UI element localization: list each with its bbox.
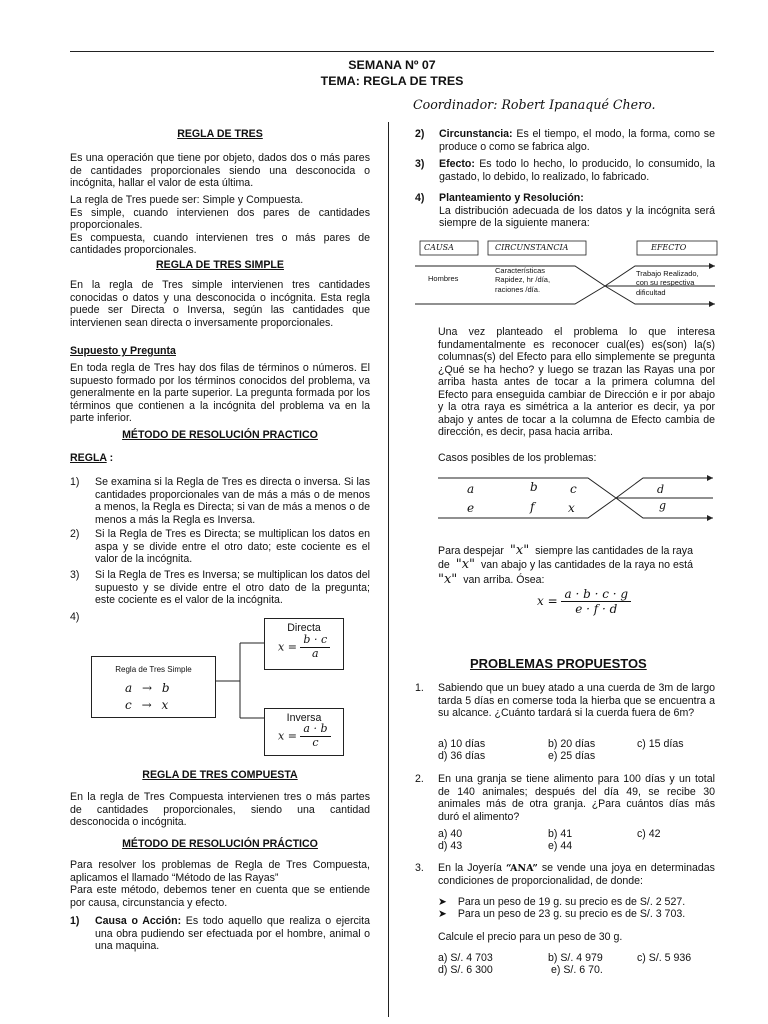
var-x-quoted: "x" (455, 557, 476, 572)
p1-option-e[interactable]: e) 25 días (548, 750, 596, 762)
var-a: a (125, 681, 133, 695)
para-rayas (70, 859, 370, 909)
problem-2 (415, 773, 715, 823)
regla-label: REGLA (70, 452, 107, 464)
simple-row-2 (125, 698, 168, 712)
top-rule (70, 51, 714, 52)
concept-3-number: 3) (415, 158, 425, 170)
directa-box (264, 618, 344, 670)
p1-option-d[interactable]: d) 36 días (438, 750, 486, 762)
concept-3-text (439, 158, 715, 183)
para-compuesta (70, 791, 370, 829)
para-explanation (438, 326, 715, 439)
concept-4-term: Planteamiento y Resolución: (439, 192, 584, 204)
rule-3 (70, 569, 370, 609)
problem-1-number: 1. (415, 682, 424, 694)
concept-2-term: Circunstancia: (439, 128, 513, 140)
p2-option-b[interactable]: b) 41 (548, 828, 573, 840)
despejar-text-c: de (438, 559, 450, 571)
tr-line-1: Trabajo Realizado, (636, 269, 699, 278)
circunstancia-label: CIRCUNSTANCIA (495, 243, 569, 252)
p3-option-b[interactable]: b) S/. 4 979 (548, 952, 603, 964)
caso-b: b (530, 480, 538, 494)
caso-c: c (570, 482, 577, 496)
simple-rule-box (91, 656, 216, 718)
heading-metodo2-wrap (70, 838, 370, 851)
simple-rule-label: Regla de Tres Simple (115, 665, 192, 674)
formula-lhs: x = (537, 594, 558, 609)
p3-option-a[interactable]: a) S/. 4 703 (438, 952, 493, 964)
problem-3-text-a: En la Joyería (438, 862, 502, 874)
bullet-icon: ➤ (438, 908, 447, 920)
concept-2 (415, 128, 715, 156)
caso-g: g (659, 499, 667, 512)
despejar-text-a: Para despejar (438, 545, 504, 557)
problem-3 (415, 862, 715, 898)
inversa-label: Inversa (286, 712, 322, 724)
p3-bullet-2 (438, 908, 685, 921)
left-column (70, 128, 370, 141)
rule-4-number: 4) (70, 611, 80, 623)
tr-line-3: dificultad (636, 287, 666, 297)
inversa-box (264, 708, 344, 756)
hombres-label: Hombres (428, 274, 459, 283)
directa-denominator: a (311, 646, 319, 660)
p3-bullet-1 (438, 896, 685, 909)
directa-lhs: x = (278, 640, 297, 654)
directa-formula (278, 634, 330, 661)
rule-2-text: Si la Regla de Tres es Directa; se multiplican los datos en aspa y se divide entre el otro dato; este cociente es el valor de la incógnita. (95, 528, 370, 565)
types-text: La regla de Tres puede ser: Simple y Compuesta. (70, 194, 304, 206)
regla-label-wrap (70, 452, 370, 465)
concept-1-text (95, 915, 370, 953)
concept-3-def: Es todo lo hecho, lo producido, lo consumido, la gastado, lo debido, lo realizado, lo fabricado. (439, 158, 715, 183)
car-line-3: raciones /día. (495, 284, 541, 294)
problem-1-text: Sabiendo que un buey atado a una cuerda de 3m de largo tarda 5 días en comerse toda la hierba que se encuentra a su alcance. ¿Cuánto tardará si la cuerda fuera de 6m? (438, 682, 715, 719)
heading-problemas: PROBLEMAS PROPUESTOS (470, 656, 647, 671)
explanation-text: Una vez planteado el problema lo que interesa fundamentalmente es reconocer cual(es) es(son) la(s) columnas(s) del Efecto para ello simplemente se pregunta ¿Qué se ha hecho? y luego se trazan las Rayas una por arriba hasta antes de tocar a la primera columna del Efecto para enseguida cambiar de Dirección e ir por abajo y la otra raya es simétrica a la anterior es decir, ya por abajo y antes de tocar a la columna de Efecto cambia de dirección, es decir, pasa hacia arriba. (438, 326, 715, 438)
concept-1-def: Es todo aquello que realiza o ejercita una obra pudiendo ser efectuada por el hombre, animal o una maquina. (95, 915, 370, 952)
despejar-line-3 (438, 572, 545, 587)
heading-regla-de-tres: REGLA DE TRES (177, 128, 263, 140)
inversa-denominator: c (312, 735, 319, 749)
arrow-icon: → (141, 698, 152, 712)
despejar-text-d: van abajo y las cantidades de la raya no está (478, 559, 694, 571)
regla-colon: : (106, 452, 114, 464)
concept-4 (415, 192, 715, 228)
efecto-label: EFECTO (651, 243, 687, 252)
rule-1-text: Se examina si la Regla de Tres es directa o inversa. Si las cantidades proporcionales van de más a más o de menos a menos, la Regla es Directa; si van de más a menos o de menos a más la Regla es Inversa. (95, 476, 370, 526)
bullet-icon: ➤ (438, 896, 447, 908)
p2-option-e[interactable]: e) 44 (548, 840, 573, 852)
inversa-formula (278, 723, 331, 750)
heading-simple-wrap (70, 259, 370, 272)
problem-1 (415, 682, 715, 732)
concept-4-text (439, 192, 715, 230)
heading-supuesto: Supuesto y Pregunta (70, 345, 176, 357)
definition-text: Es una operación que tiene por objeto, dados dos o más pares de cantidades proporcionales siendo una desconocida o incógnita, hallar el valor de esta última. (70, 152, 370, 189)
despejar-text-b: siempre las cantidades de la raya (532, 545, 693, 557)
p3-option-e[interactable]: e) S/. 6 70. (551, 964, 603, 976)
para-supuesto (70, 362, 370, 425)
p2-option-a[interactable]: a) 40 (438, 828, 463, 840)
caso-x: x (568, 501, 575, 515)
supuesto-desc: En toda regla de Tres hay dos filas de términos o números. El supuesto formado por los términos conocidos del problema, va generalmente en la parte superior. La pregunta formada por los términos que contienen a la incógnita del problema va en la parte inferior. (70, 362, 370, 424)
simple-desc: En la regla de Tres simple intervienen tres cantidades conocidas o datos y una desconocida o incógnita. Esta regla puede ser Directa o Inversa, según las cantidades que intervienen sean directa o inversamente proporcionales. (70, 279, 370, 329)
problem-3-number: 3. (415, 862, 424, 874)
heading-metodo1-wrap (70, 429, 370, 442)
rule-2 (70, 528, 370, 568)
heading-supuesto-wrap (70, 345, 370, 358)
caracteristicas-label (495, 266, 550, 294)
jewelry-name: “ANA” (505, 863, 538, 874)
p1-option-b[interactable]: b) 20 días (548, 738, 596, 750)
concept-3 (415, 158, 715, 186)
inversa-lhs: x = (278, 729, 297, 743)
concept-2-text (439, 128, 715, 153)
rule-1 (70, 476, 370, 526)
rule-2-number: 2) (70, 528, 80, 540)
var-x-quoted: "x" (509, 543, 530, 558)
concept-1-term: Causa o Acción: (95, 915, 182, 927)
compuesta-desc: En la regla de Tres Compuesta intervienen tres o más partes de cantidades proporcionales, siendo una cantidad desconocida o incógnita. (70, 791, 370, 828)
car-line-1: Características (495, 266, 546, 275)
p3-option-d[interactable]: d) S/. 6 300 (438, 964, 493, 976)
caso-e: e (467, 501, 475, 515)
para-simple (70, 279, 370, 329)
var-c: c (125, 698, 132, 712)
car-line-2: Rapidez, hr /día, (495, 275, 551, 285)
rayas-intro: Para resolver los problemas de Regla de Tres Compuesta, aplicamos el llamado “Método de las Rayas” (70, 859, 370, 884)
formula-numerator: a · b · c · g (561, 587, 631, 602)
p3-condition-1: Para un peso de 19 g. su precio es de S/. 2 527. (457, 896, 686, 908)
simple-text: Es simple, cuando intervienen dos pares de cantidades proporcionales. (70, 206, 370, 231)
p2-option-c[interactable]: c) 42 (637, 828, 661, 840)
column-divider (388, 122, 389, 1017)
concept-1 (70, 915, 370, 955)
var-x: x (161, 698, 169, 712)
problem-2-text: En una granja se tiene alimento para 100 días y un total de 140 animales; después del día 49, se recibe 30 animales más de otra granja. ¿Para cuántos días más duró el alimento? (438, 773, 715, 823)
coordinator: Coordinador: Robert Ipanaqué Chero. (413, 97, 656, 112)
caso-f: f (530, 500, 535, 514)
concept-3-term: Efecto: (439, 158, 475, 170)
despejar-text-e: van arriba. Ósea: (460, 574, 545, 586)
p3-condition-2: Para un peso de 23 g. su precio es de S/. 3 703. (457, 908, 686, 920)
concept-2-number: 2) (415, 128, 425, 140)
main-formula (537, 587, 631, 616)
heading-compuesta: REGLA DE TRES COMPUESTA (142, 769, 298, 781)
tr-line-2: con su respectiva (636, 278, 695, 288)
compound-text: Es compuesta, cuando intervienen tres o más pares de cantidades proporcionales. (70, 231, 370, 256)
directa-numerator: b · c (300, 634, 330, 648)
despejar-line-2 (438, 557, 693, 572)
p2-option-d[interactable]: d) 43 (438, 840, 463, 852)
rule-1-number: 1) (70, 476, 80, 488)
caso-a: a (467, 482, 475, 496)
rule-3-text: Si la Regla de Tres es Inversa; se multiplican los datos del supuesto y se divide entre el otro dato de la pregunta; este cociente es el valor de la incógnita. (95, 569, 370, 606)
rule-3-number: 3) (70, 569, 80, 581)
p3-option-c[interactable]: c) S/. 5 936 (637, 952, 692, 964)
para-types (70, 194, 370, 257)
var-x-quoted: "x" (438, 572, 458, 587)
heading-metodo-1: MÉTODO DE RESOLUCIÓN PRACTICO (122, 429, 318, 441)
heading-compuesta-wrap (70, 769, 370, 782)
trabajo-label (636, 269, 699, 297)
concept-1-number: 1) (70, 915, 80, 927)
week-title: SEMANA Nº 07 (348, 58, 436, 72)
topic-title: TEMA: REGLA DE TRES (320, 74, 464, 88)
concept-4-def: La distribución adecuada de los datos y la incógnita será siempre de la siguiente manera: (439, 204, 715, 229)
caso-d: d (657, 483, 665, 496)
p3-question: Calcule el precio para un peso de 30 g. (438, 931, 623, 943)
var-b: b (161, 681, 170, 695)
arrow-icon: → (141, 681, 153, 695)
problem-3-text-b: se vende una joya en determinadas condiciones de proporcionalidad, de donde: (438, 862, 715, 887)
concept-4-number: 4) (415, 192, 425, 204)
casos-diagram (438, 474, 718, 522)
formula-denominator: e · f · d (575, 602, 618, 617)
causa-label: CAUSA (424, 243, 454, 252)
casos-heading: Casos posibles de los problemas: (438, 452, 597, 464)
directa-label: Directa (287, 622, 321, 634)
p1-option-a[interactable]: a) 10 días (438, 738, 486, 750)
para-definition (70, 152, 370, 190)
heading-regla-simple: REGLA DE TRES SIMPLE (156, 259, 284, 271)
simple-row-1 (125, 681, 170, 695)
concept-2-def: Es el tiempo, el modo, la forma, como se produce o como se fabrica algo. (439, 128, 715, 153)
problem-3-text (438, 862, 715, 887)
p1-option-c[interactable]: c) 15 días (637, 738, 684, 750)
rayas-intro-2: Para este método, debemos tener en cuenta que se entiende por causa, circunstancia y efecto. (70, 884, 370, 909)
heading-metodo-2: MÉTODO DE RESOLUCIÓN PRÁCTICO (122, 838, 318, 850)
inversa-numerator: a · b (300, 723, 330, 737)
problem-2-number: 2. (415, 773, 424, 785)
